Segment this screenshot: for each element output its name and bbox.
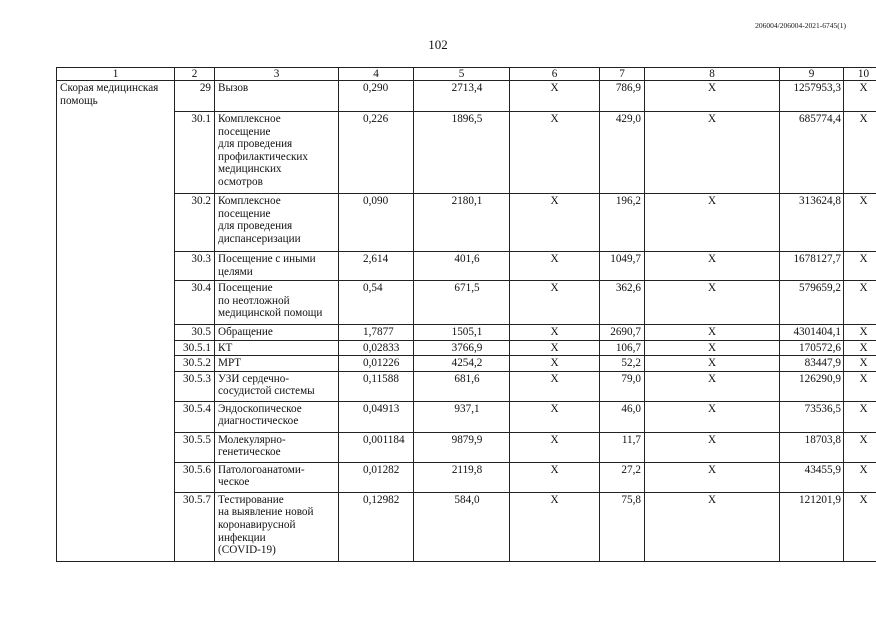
service-name-cell: Эндоскопическое диагностическое xyxy=(215,401,339,432)
value-cell-c6: Х xyxy=(510,81,600,112)
section-label-cell xyxy=(57,252,175,281)
value-cell-c6: Х xyxy=(510,112,600,194)
value-cell-c6: Х xyxy=(510,281,600,325)
table-row xyxy=(57,252,876,281)
value-cell-c7: 27,2 xyxy=(600,462,645,492)
value-cell-c5: 9879,9 xyxy=(414,432,510,462)
column-number-cell: 8 xyxy=(645,68,780,81)
value-cell-c7: 1049,7 xyxy=(600,252,645,281)
value-cell-c10: Х xyxy=(844,401,876,432)
row-number-cell: 30.4 xyxy=(175,281,215,325)
value-cell-c10: Х xyxy=(844,356,876,372)
column-number-cell: 6 xyxy=(510,68,600,81)
row-number-cell: 30.5.2 xyxy=(175,356,215,372)
table-row xyxy=(57,356,876,372)
value-cell-c10: Х xyxy=(844,371,876,401)
row-number-cell: 30.2 xyxy=(175,194,215,252)
column-number-row xyxy=(57,68,876,81)
value-cell-c9: 126290,9 xyxy=(780,371,844,401)
value-cell-c10: Х xyxy=(844,81,876,112)
value-cell-c5: 937,1 xyxy=(414,401,510,432)
value-cell-c8: Х xyxy=(645,492,780,561)
column-number-cell: 1 xyxy=(57,68,175,81)
value-cell-c7: 2690,7 xyxy=(600,325,645,341)
service-name-cell: КТ xyxy=(215,340,339,356)
section-label-cell xyxy=(57,194,175,252)
row-number-cell: 30.5.5 xyxy=(175,432,215,462)
value-cell-c9: 121201,9 xyxy=(780,492,844,561)
value-cell-c7: 79,0 xyxy=(600,371,645,401)
value-cell-c5: 681,6 xyxy=(414,371,510,401)
value-cell-c5: 401,6 xyxy=(414,252,510,281)
table-row xyxy=(57,340,876,356)
value-cell-c8: Х xyxy=(645,252,780,281)
service-name-cell: Посещение с иными целями xyxy=(215,252,339,281)
column-number-cell: 10 xyxy=(844,68,876,81)
section-label-cell xyxy=(57,340,175,356)
row-number-cell: 30.5.1 xyxy=(175,340,215,356)
value-cell-c7: 106,7 xyxy=(600,340,645,356)
value-cell-c9: 1257953,3 xyxy=(780,81,844,112)
value-cell-c9: 83447,9 xyxy=(780,356,844,372)
value-cell-c5: 2713,4 xyxy=(414,81,510,112)
service-name-cell: Комплексное посещение для проведения профилактических медицинских осмотров xyxy=(215,112,339,194)
value-cell-c6: Х xyxy=(510,371,600,401)
value-cell-c10: Х xyxy=(844,194,876,252)
service-name-cell: Посещение по неотложной медицинской помощи xyxy=(215,281,339,325)
value-cell-c4: 0,090 xyxy=(339,194,414,252)
column-number-cell: 3 xyxy=(215,68,339,81)
value-cell-c8: Х xyxy=(645,371,780,401)
value-cell-c6: Х xyxy=(510,252,600,281)
value-cell-c8: Х xyxy=(645,432,780,462)
value-cell-c4: 0,54 xyxy=(339,281,414,325)
service-name-cell: Патологоанатоми- ческое xyxy=(215,462,339,492)
value-cell-c7: 429,0 xyxy=(600,112,645,194)
value-cell-c9: 1678127,7 xyxy=(780,252,844,281)
value-cell-c4: 0,01282 xyxy=(339,462,414,492)
value-cell-c8: Х xyxy=(645,340,780,356)
value-cell-c10: Х xyxy=(844,492,876,561)
row-number-cell: 30.5.4 xyxy=(175,401,215,432)
table-row xyxy=(57,432,876,462)
value-cell-c10: Х xyxy=(844,112,876,194)
value-cell-c6: Х xyxy=(510,356,600,372)
section-label-cell xyxy=(57,356,175,372)
table-row xyxy=(57,462,876,492)
value-cell-c8: Х xyxy=(645,325,780,341)
value-cell-c6: Х xyxy=(510,432,600,462)
row-number-cell: 29 xyxy=(175,81,215,112)
value-cell-c10: Х xyxy=(844,340,876,356)
column-number-cell: 2 xyxy=(175,68,215,81)
value-cell-c9: 170572,6 xyxy=(780,340,844,356)
row-number-cell: 30.5.6 xyxy=(175,462,215,492)
value-cell-c4: 0,226 xyxy=(339,112,414,194)
section-label-cell xyxy=(57,281,175,325)
value-cell-c5: 2119,8 xyxy=(414,462,510,492)
service-name-cell: Комплексное посещение для проведения диспансеризации xyxy=(215,194,339,252)
service-name-cell: МРТ xyxy=(215,356,339,372)
value-cell-c8: Х xyxy=(645,401,780,432)
value-cell-c10: Х xyxy=(844,432,876,462)
value-cell-c9: 579659,2 xyxy=(780,281,844,325)
column-number-cell: 4 xyxy=(339,68,414,81)
table-row xyxy=(57,371,876,401)
value-cell-c5: 2180,1 xyxy=(414,194,510,252)
section-label-cell xyxy=(57,371,175,401)
value-cell-c6: Х xyxy=(510,492,600,561)
column-number-cell: 9 xyxy=(780,68,844,81)
value-cell-c10: Х xyxy=(844,462,876,492)
section-label-cell xyxy=(57,462,175,492)
row-number-cell: 30.5.7 xyxy=(175,492,215,561)
value-cell-c8: Х xyxy=(645,281,780,325)
row-number-cell: 30.5 xyxy=(175,325,215,341)
value-cell-c7: 196,2 xyxy=(600,194,645,252)
value-cell-c8: Х xyxy=(645,112,780,194)
value-cell-c6: Х xyxy=(510,194,600,252)
value-cell-c5: 4254,2 xyxy=(414,356,510,372)
value-cell-c4: 0,01226 xyxy=(339,356,414,372)
value-cell-c9: 4301404,1 xyxy=(780,325,844,341)
value-cell-c6: Х xyxy=(510,401,600,432)
value-cell-c9: 313624,8 xyxy=(780,194,844,252)
value-cell-c7: 11,7 xyxy=(600,432,645,462)
row-number-cell: 30.1 xyxy=(175,112,215,194)
tariff-table xyxy=(56,67,876,562)
value-cell-c8: Х xyxy=(645,81,780,112)
value-cell-c7: 46,0 xyxy=(600,401,645,432)
value-cell-c7: 52,2 xyxy=(600,356,645,372)
value-cell-c4: 0,11588 xyxy=(339,371,414,401)
value-cell-c5: 3766,9 xyxy=(414,340,510,356)
table-row xyxy=(57,401,876,432)
value-cell-c10: Х xyxy=(844,252,876,281)
section-label-cell xyxy=(57,325,175,341)
value-cell-c8: Х xyxy=(645,356,780,372)
section-label-cell: Скорая медицинская помощь xyxy=(57,81,175,112)
document-id: 206004/206004-2021-6745(1) xyxy=(755,21,846,30)
value-cell-c4: 1,7877 xyxy=(339,325,414,341)
value-cell-c4: 0,001184 xyxy=(339,432,414,462)
section-label-cell xyxy=(57,432,175,462)
row-number-cell: 30.5.3 xyxy=(175,371,215,401)
value-cell-c7: 75,8 xyxy=(600,492,645,561)
column-number-cell: 7 xyxy=(600,68,645,81)
value-cell-c5: 671,5 xyxy=(414,281,510,325)
column-number-cell: 5 xyxy=(414,68,510,81)
value-cell-c9: 685774,4 xyxy=(780,112,844,194)
value-cell-c9: 18703,8 xyxy=(780,432,844,462)
value-cell-c4: 0,04913 xyxy=(339,401,414,432)
value-cell-c10: Х xyxy=(844,281,876,325)
value-cell-c4: 2,614 xyxy=(339,252,414,281)
service-name-cell: Молекулярно- генетическое xyxy=(215,432,339,462)
value-cell-c7: 786,9 xyxy=(600,81,645,112)
value-cell-c5: 1505,1 xyxy=(414,325,510,341)
value-cell-c9: 43455,9 xyxy=(780,462,844,492)
service-name-cell: Тестирование на выявление новой коронавирусной инфекции (COVID-19) xyxy=(215,492,339,561)
table-body xyxy=(57,81,876,562)
section-label-cell xyxy=(57,112,175,194)
value-cell-c4: 0,12982 xyxy=(339,492,414,561)
table-row xyxy=(57,281,876,325)
value-cell-c6: Х xyxy=(510,462,600,492)
section-label-cell xyxy=(57,401,175,432)
service-name-cell: Обращение xyxy=(215,325,339,341)
value-cell-c9: 73536,5 xyxy=(780,401,844,432)
table-row xyxy=(57,81,876,112)
service-name-cell: УЗИ сердечно- сосудистой системы xyxy=(215,371,339,401)
value-cell-c4: 0,290 xyxy=(339,81,414,112)
value-cell-c5: 1896,5 xyxy=(414,112,510,194)
value-cell-c10: Х xyxy=(844,325,876,341)
table-row xyxy=(57,112,876,194)
value-cell-c4: 0,02833 xyxy=(339,340,414,356)
value-cell-c8: Х xyxy=(645,462,780,492)
section-label-cell xyxy=(57,492,175,561)
table-row xyxy=(57,194,876,252)
value-cell-c8: Х xyxy=(645,194,780,252)
service-name-cell: Вызов xyxy=(215,81,339,112)
value-cell-c6: Х xyxy=(510,325,600,341)
value-cell-c5: 584,0 xyxy=(414,492,510,561)
table-row xyxy=(57,325,876,341)
value-cell-c6: Х xyxy=(510,340,600,356)
table-row xyxy=(57,492,876,561)
row-number-cell: 30.3 xyxy=(175,252,215,281)
value-cell-c7: 362,6 xyxy=(600,281,645,325)
page-number: 102 xyxy=(428,37,448,52)
